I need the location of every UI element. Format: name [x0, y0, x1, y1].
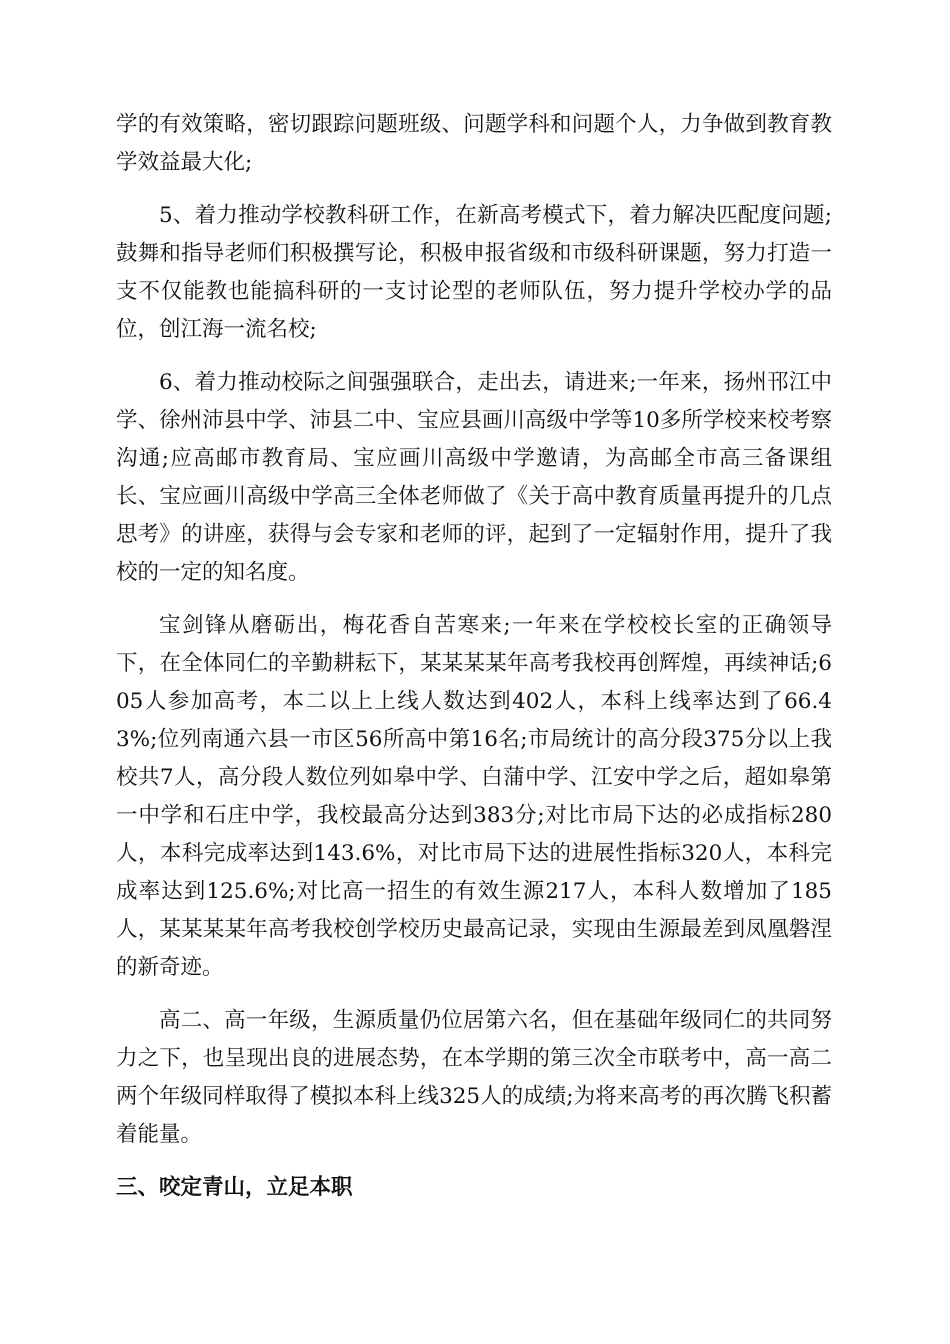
- paragraph-item-6: 6、着力推动校际之间强强联合，走出去，请进来;一年来，扬州邗江中学、徐州沛县中学、沛县二中、宝应县画川高级中学等10多所学校来校考察沟通;应高邮市教育局、宝应画川高级中学邀请，为高邮全市高三备课组长、宝应画川高级中学高三全体老师做了《关于高中教育质量再提升的几点思考》的讲座，获得与会专家和老师的评，起到了一定辐射作用，提升了我校的一定的知名度。: [116, 370, 832, 585]
- section-heading: 三、咬定青山，立足本职: [116, 1175, 353, 1200]
- paragraph-continuation: 学的有效策略，密切跟踪问题班级、问题学科和问题个人，力争做到教育教学效益最大化;: [116, 112, 832, 175]
- paragraph-grades: 高二、高一年级，生源质量仍位居第六名，但在基础年级同仁的共同努力之下，也呈现出良的进展态势，在本学期的第三次全市联考中，高一高二两个年级同样取得了模拟本科上线325人的成绩;为将来高考的再次腾飞积蓄着能量。: [116, 1008, 832, 1147]
- paragraph-item-5: 5、着力推动学校教科研工作，在新高考模式下，着力解决匹配度问题;鼓舞和指导老师们积极撰写论，积极申报省级和市级科研课题，努力打造一支不仅能教也能搞科研的一支讨论型的老师队伍，努力提升学校办学的品位，创江海一流名校;: [116, 203, 832, 342]
- document-page: [116, 106, 832, 1207]
- paragraph-results: 宝剑锋从磨砺出，梅花香自苦寒来;一年来在学校校长室的正确领导下，在全体同仁的辛勤耕耘下，某某某某年高考我校再创辉煌，再续神话;605人参加高考，本二以上上线人数达到402人，本科上线率达到了66.43%;位列南通六县一市区56所高中第16名;市局统计的高分段375分以上我校共7人，高分段人数位列如皋中学、白蒲中学、江安中学之后，超如皋第一中学和石庄中学，我校最高分达到383分;对比市局下达的必成指标280人，本科完成率达到143.6%，对比市局下达的进展性指标320人，本科完成率达到125.6%;对比高一招生的有效生源217人，本科人数增加了185人，某某某某年高考我校创学校历史最高记录，实现由生源最差到凤凰磐涅的新奇迹。: [116, 613, 832, 980]
